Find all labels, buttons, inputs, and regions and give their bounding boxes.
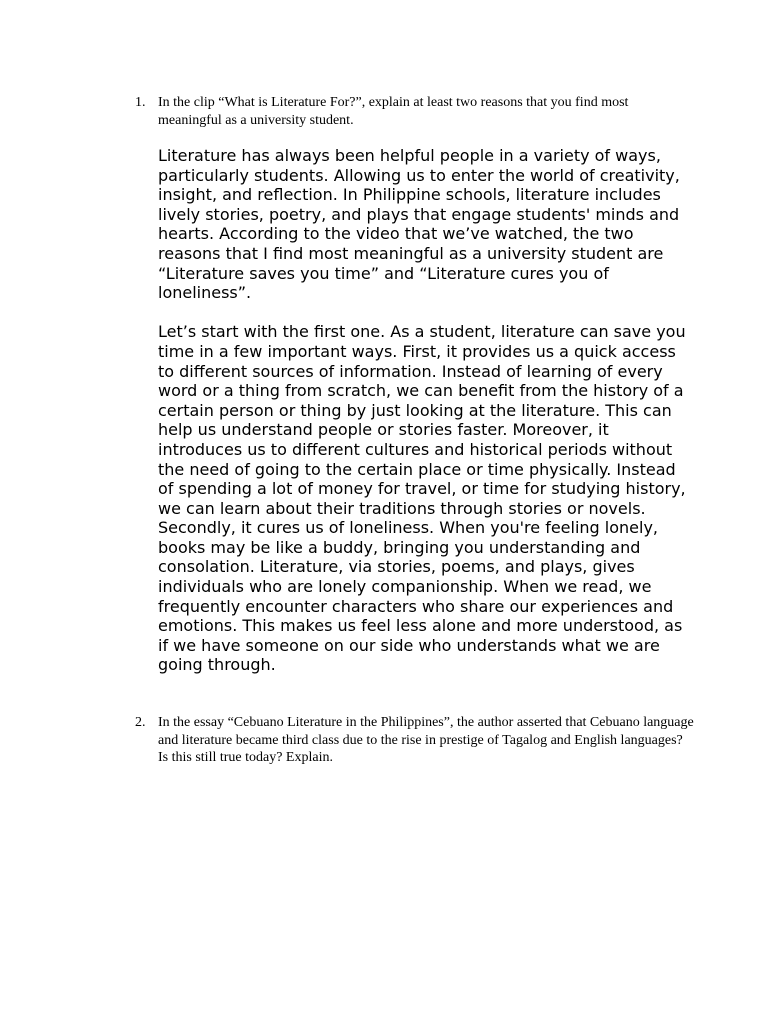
answer-1-paragraph-2: Let’s start with the first one. As a student, literature can save you time in a few important ways. First, it provides us a quick access to different sources of information. Instead of learning of every word or a thing from scratch, we can benefit from the history of a certain person or thing by just looking at the literature. This can help us understand people or stories faster. Moreover, it introduces us to different cultures and historical periods without the need of going to the certain place or time physically. Instead of spending a lot of money for travel, or time for studying history, we can learn about their traditions through stories or novels. Secondly, it cures us of loneliness. When you're feeling lonely, books may be like a buddy, bringing you understanding and consolation. Literature, via stories, poems, and plays, gives individuals who are lonely companionship. When we read, we frequently encounter characters who share our experiences and emotions. This makes us feel less alone and more understood, as if we have someone on our side who understands what we are going through.: [158, 322, 686, 675]
question-2: [135, 714, 695, 767]
answer-1-paragraph-1: Literature has always been helpful people in a variety of ways, particularly students. Allowing us to enter the world of creativity, insight, and reflection. In Philippine schools, literature includes lively stories, poetry, and plays that engage students' minds and hearts. According to the video that we’ve watched, the two reasons that I find most meaningful as a university student are “Literature saves you time” and “Literature cures you of loneliness”.: [158, 146, 680, 303]
question-2-number: 2.: [135, 715, 146, 730]
question-1-text: In the clip “What is Literature For?”, explain at least two reasons that you find most meaningful as a university student.: [158, 95, 629, 128]
answer-1: [158, 146, 688, 675]
question-1-number: 1.: [135, 95, 146, 110]
question-1: [135, 94, 695, 129]
question-2-text: In the essay “Cebuano Literature in the Philippines”, the author asserted that Cebuano language and literature became third class due to the rise in prestige of Tagalog and English languages? Is this still true today? Explain.: [158, 715, 694, 765]
